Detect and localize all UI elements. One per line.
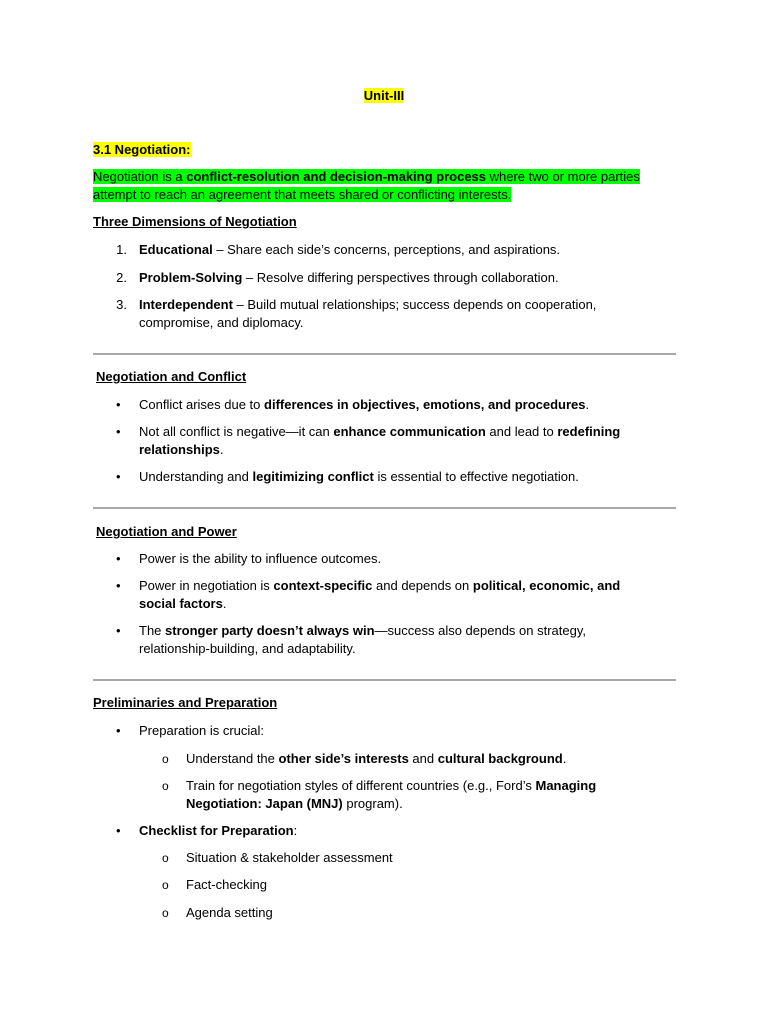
text-bold: differences in objectives, emotions, and procedures — [264, 397, 586, 412]
sub-list-item: Fact-checking — [186, 877, 267, 892]
divider — [93, 679, 676, 681]
text: Preparation is crucial: — [139, 723, 264, 738]
text: . — [562, 751, 567, 766]
list-item — [139, 423, 654, 459]
item-bold: Interdependent — [139, 297, 233, 312]
text-bold: political, economic, and social factors — [139, 578, 621, 611]
list-item — [139, 269, 679, 287]
list-item — [139, 550, 679, 568]
text: and depends on — [372, 578, 473, 593]
bullet-icon: • — [116, 397, 121, 412]
circle-bullet-icon: o — [162, 752, 169, 766]
text: The — [139, 623, 166, 638]
text: Train for negotiation styles of different countries (e.g., Ford’s — [186, 778, 536, 793]
text: program). — [342, 796, 403, 811]
bullet-icon: • — [116, 578, 121, 593]
bullet-icon: • — [116, 424, 121, 439]
text: Understand the — [186, 751, 279, 766]
circle-bullet-icon: o — [162, 779, 169, 793]
text-bold: other side’s interests — [278, 751, 409, 766]
item-text: – Build mutual relationships; success depends on cooperation, compromise, and diplomacy. — [139, 297, 597, 330]
text: Power is the ability to influence outcomes. — [139, 551, 382, 566]
bullet-icon: • — [116, 723, 121, 738]
text-bold: redefining relationships — [139, 424, 621, 457]
unit-title — [0, 87, 768, 105]
circle-bullet-icon: o — [162, 906, 169, 920]
text-bold: cultural background — [437, 751, 563, 766]
list-number: 2. — [116, 270, 127, 285]
text-bold: Managing Negotiation: Japan (MNJ) — [186, 778, 597, 811]
power-heading: Negotiation and Power — [96, 524, 237, 539]
unit-title-text: Unit-III — [363, 88, 405, 103]
list-item — [139, 241, 679, 259]
text: . — [222, 596, 227, 611]
sub-list-item: Situation & stakeholder assessment — [186, 850, 393, 865]
text: Conflict arises due to — [139, 397, 265, 412]
list-number: 1. — [116, 242, 127, 257]
sub-list-item: Agenda setting — [186, 905, 273, 920]
list-item — [139, 468, 679, 486]
intro-pre: Negotiation is a — [93, 169, 187, 184]
list-item — [139, 722, 679, 740]
sub-list-item — [186, 750, 676, 768]
text-bold: enhance communication — [333, 424, 486, 439]
text: Not all conflict is negative—it can — [139, 424, 334, 439]
intro-paragraph — [93, 168, 673, 204]
text: . — [219, 442, 224, 457]
item-bold: Educational — [139, 242, 213, 257]
section-title-text: 3.1 Negotiation: — [93, 142, 191, 157]
list-item — [139, 822, 679, 840]
text-bold: legitimizing conflict — [252, 469, 374, 484]
text-bold: context-specific — [273, 578, 373, 593]
bullet-icon: • — [116, 823, 121, 838]
text-bold: Checklist for Preparation — [139, 823, 294, 838]
dimensions-heading: Three Dimensions of Negotiation — [93, 214, 297, 229]
conflict-heading: Negotiation and Conflict — [96, 369, 247, 384]
list-number: 3. — [116, 297, 127, 312]
text: . — [585, 397, 590, 412]
divider — [93, 353, 676, 355]
list-item — [139, 396, 679, 414]
circle-bullet-icon: o — [162, 851, 169, 865]
list-item — [139, 577, 654, 613]
text: and — [408, 751, 438, 766]
item-text: – Share each side’s concerns, perceptions, and aspirations. — [212, 242, 561, 257]
text: Understanding and — [139, 469, 253, 484]
prep-heading: Preliminaries and Preparation — [93, 695, 278, 710]
text: is essential to effective negotiation. — [373, 469, 579, 484]
item-bold: Problem-Solving — [139, 270, 243, 285]
item-text: – Resolve differing perspectives through collaboration. — [242, 270, 559, 285]
text: —success also depends on strategy, relationship-building, and adaptability. — [139, 623, 587, 656]
circle-bullet-icon: o — [162, 878, 169, 892]
list-item — [139, 296, 639, 332]
text: : — [293, 823, 298, 838]
intro-post: where two or more parties attempt to reach an agreement that meets shared or conflicting interests. — [93, 169, 640, 202]
text: and lead to — [485, 424, 558, 439]
bullet-icon: • — [116, 551, 121, 566]
list-item — [139, 622, 619, 658]
sub-list-item — [186, 777, 636, 813]
section-title — [93, 141, 191, 159]
text-bold: stronger party doesn’t always win — [165, 623, 375, 638]
bullet-icon: • — [116, 623, 121, 638]
divider — [93, 507, 676, 509]
bullet-icon: • — [116, 469, 121, 484]
intro-bold: conflict-resolution and decision-making process — [186, 169, 487, 184]
text: Power in negotiation is — [139, 578, 274, 593]
